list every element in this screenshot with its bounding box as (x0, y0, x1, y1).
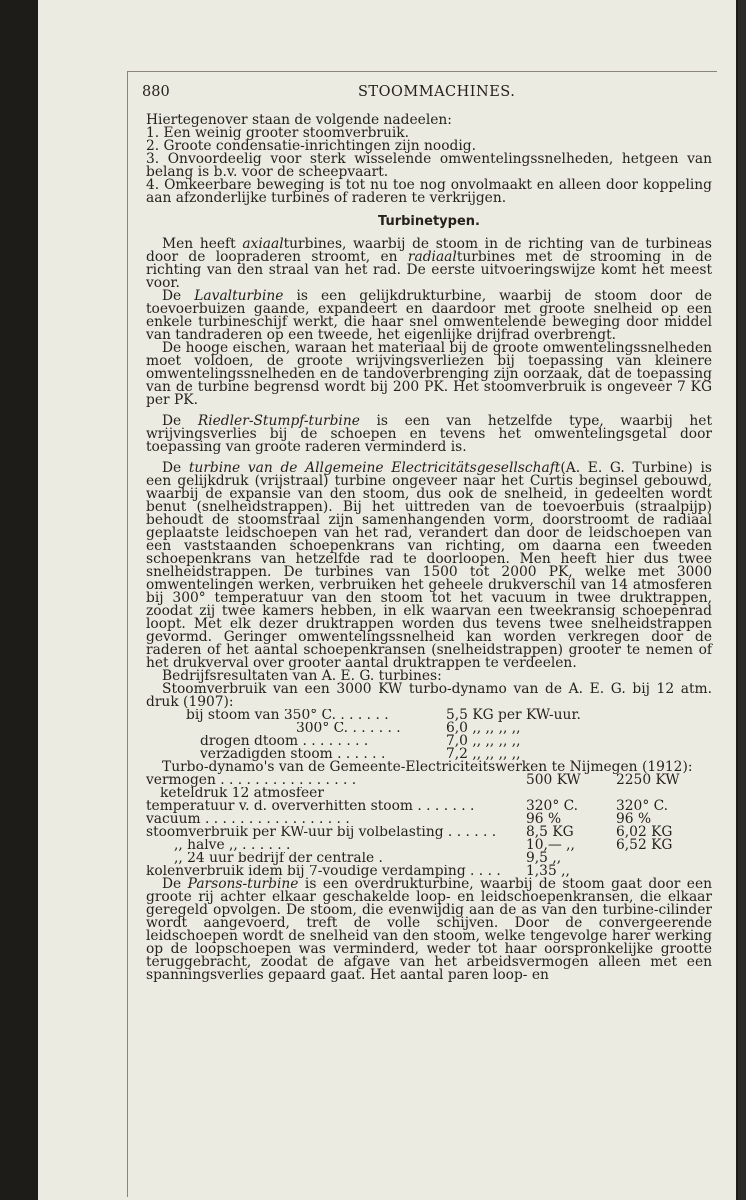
paragraph-laval: De Lavalturbine is een gelijkdrukturbine, waarbij de stoom door de toevoerbuizen gaande, expandeert en daardoor met groote snelheid op een enkele turbineschijf werkt, die haar snel omwentelende beweging door middel van tandraderen op een tweede, het eigenlijke drijfrad overbrengt. (146, 288, 712, 343)
table-row: ,, 24 uur bedrijf der centrale . 9,5 ,, (174, 850, 562, 866)
table-row: drogen dtoom . . . . . . . . 7,0 ,, ,, ,, ,, (200, 733, 521, 749)
page-number: 880 (142, 84, 170, 100)
paragraph-eischen: De hooge eischen, waraan het materiaal bij de groote omwentelingssnelheden moet voldoen, de groote wrijvingsverliezen bij toepassing van kleinere omwentelingssnelheden en de tandoverbrenging zijn oorzaak, dat de toepassing van de turbine begrensd wordt bij 200 PK. Het stoomverbruik is ongeveer 7 KG per PK. (146, 340, 712, 408)
running-title: STOOMMACHINES. (358, 84, 516, 100)
table-row: stoomverbruik per KW-uur bij volbelasting . . . . . . 8,5 KG 6,02 KG (146, 824, 673, 840)
table-row: keteldruk 12 atmosfeer (160, 787, 324, 800)
table-row: kolenverbruik idem bij 7-voudige verdamping . . . . 1,35 ,, (146, 863, 570, 879)
text-block (132, 84, 712, 982)
book-spine (738, 0, 746, 1200)
table-row: vacuum . . . . . . . . . . . . . . . . . 96 % 96 % (146, 811, 652, 827)
page-header (132, 84, 712, 114)
table-1912-title: Turbo-dynamo's van de Gemeente-Electriciteitswerken te Nijmegen (1912): (162, 759, 693, 775)
drawback-item: 4. Omkeerbare beweging is tot nu toe nog onvolmaakt en alleen door koppeling aan afzonderlijke turbines of raderen te verkrijgen. (146, 177, 712, 206)
table-row: vermogen . . . . . . . . . . . . . . . . 500 KW 2250 KW (146, 772, 680, 788)
paragraph-riedler: De Riedler-Stumpf-turbine is een van hetzelfde type, waarbij het wrijvingsverlies bij de schoepen en tevens het omwentelingsgetal door toepassing van groote raderen verminderd is. (146, 413, 712, 455)
page-body (132, 114, 712, 982)
table-row: verzadigden stoom . . . . . . 7,2 ,, ,, ,, ,, (200, 746, 521, 762)
table-row: bij stoom van 350° C. . . . . . . 5,5 KG per KW-uur. (186, 707, 581, 723)
drawback-item: 2. Groote condensatie-inrichtingen zijn noodig. (146, 138, 476, 154)
table-row: ,, halve ,, . . . . . . 10,— ,, 6,52 KG (174, 837, 673, 853)
table-1912 (146, 774, 712, 878)
results-intro: Bedrijfsresultaten van A. E. G. turbines: (162, 668, 442, 684)
paragraph-aeg: De turbine van de Allgemeine Electricitätsgesellschaft(A. E. G. Turbine) is een gelijkdruk (vrijstraal) turbine ongeveer naar het Curtis beginsel gebouwd, waarbij de expansie van den stoom, dus ook de snelheid, in gedeelten wordt benut (snelheidstrappen). Bij het uittreden van de toevoerbuis (straalpijp) behoudt de stoomstraal zijn samenhangenden vorm, doorstroomt de radiaal geplaatste leidschoepen van het rad, verandert dan door de leidschoepen van een vaststaanden schoepenkrans van richting, om daarna een tweeden schoepenkrans van hetzelfde rad te doorloopen. Men heeft hier dus twee snelheidstrappen. De turbines van 1500 tot 2000 PK, welke met 3000 omwentelingen werken, verbruiken het geheele drukverschil van 14 atmosferen bij 300° temperatuur van den stoom tot het vacuum in twee druktrappen, zoodat zij twee kamers hebben, in elk waarvan een tweekransig schoepenrad loopt. Met elk dezer druktrappen worden dus tevens twee snelheidstrappen gevormd. Geringer omwentelingssnelheid kan worden verkregen door de raderen of het aantal schoepenkransen (snelheidstrappen) grooter te nemen of het drukverval over grooter aantal druktrappen te verdeelen. (146, 460, 712, 671)
section-heading: Turbinetypen. (378, 214, 480, 229)
table-1907 (146, 709, 712, 761)
drawback-item: 3. Onvoordeelig voor sterk wisselende omwentelingssnelheden, hetgeen van belang is b.v. voor de scheepvaart. (146, 151, 712, 180)
results-1907: Stoomverbruik van een 3000 KW turbo-dynamo van de A. E. G. bij 12 atm. druk (1907): (146, 681, 712, 710)
intro-line: Hiertegenover staan de volgende nadeelen: (146, 112, 452, 128)
drawback-item: 1. Een weinig grooter stoomverbruik. (146, 125, 410, 141)
table-row: temperatuur v. d. oververhitten stoom . . . . . . . 320° C. 320° C. (146, 798, 669, 814)
table-row: 300° C. . . . . . . 6,0 ,, ,, ,, ,, (296, 720, 521, 736)
paragraph-axial: Men heeft axiaalturbines, waarbij de stoom in de richting van de turbineas door de loopraderen stroomt, en radiaalturbines met de strooming in de richting van den straal van het rad. De eerste uitvoeringswijze komt het meest voor. (146, 236, 712, 291)
paragraph-parsons: De Parsons-turbine is een overdrukturbine, waarbij de stoom gaat door een groote rij achter elkaar geschakelde loop- en leidschoepenkransen, die elkaar geregeld opvolgen. De stoom, die evenwijdig aan de as van den turbine-cilinder wordt aangevoerd, treft de volle schijven. Door de convergeerende leidschoepen wordt de snelheid van den stoom, welke tengevolge harer werking op de loopschoepen was verminderd, weder tot haar oorspronkelijke grootte teruggebracht, zoodat de afgave van het arbeidsvermogen alleen met een spanningsverlies gepaard gaat. Het aantal paren loop- en (146, 876, 712, 983)
